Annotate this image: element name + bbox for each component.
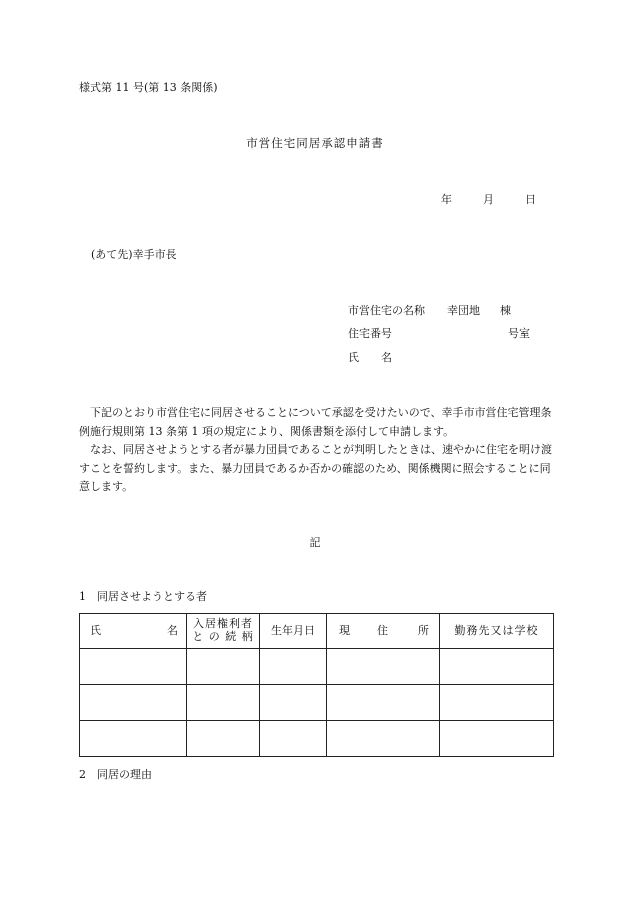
section-1-heading: 1 同居させようとする者 xyxy=(79,590,207,603)
table-row xyxy=(80,721,554,757)
body-paragraph-2: なお、同居させようとする者が暴力団員であることが判明したときは、速やかに住宅を明け渡すことを誓約します。また、暴力団員であるか否かの確認のため、関係機関に照会することに同意します。 xyxy=(79,443,552,493)
application-body xyxy=(79,404,559,497)
building-suffix: 棟 xyxy=(500,304,511,317)
col-name-char-2: 名 xyxy=(167,624,178,637)
unit-number-row xyxy=(348,328,530,339)
cell-relation[interactable] xyxy=(187,649,260,685)
cell-relation[interactable] xyxy=(187,721,260,757)
col-address-char-1: 現 xyxy=(339,624,350,637)
col-header-relation xyxy=(187,614,260,649)
date-month-label: 月 xyxy=(483,193,494,206)
col-header-dob: 生年月日 xyxy=(260,614,327,649)
name-label-1: 氏 xyxy=(348,351,359,364)
housing-name-row xyxy=(348,305,511,316)
cell-dob[interactable] xyxy=(260,721,327,757)
cell-address[interactable] xyxy=(327,649,440,685)
cell-address[interactable] xyxy=(327,721,440,757)
col-header-workplace: 勤務先又は学校 xyxy=(440,614,554,649)
room-suffix: 号室 xyxy=(508,327,530,340)
date-line xyxy=(441,194,536,205)
col-relation-line-2: と の 続 柄 xyxy=(192,630,254,643)
applicant-name-row xyxy=(348,352,392,363)
cell-name[interactable] xyxy=(80,721,187,757)
col-relation-line-1: 入居権利者 xyxy=(193,617,253,631)
housing-name-value: 幸団地 xyxy=(447,304,480,317)
cohabitant-table xyxy=(79,613,554,757)
col-header-address xyxy=(327,614,440,649)
ki-heading: 記 xyxy=(309,536,321,549)
date-year-label: 年 xyxy=(441,193,452,206)
date-day-label: 日 xyxy=(525,193,536,206)
col-name-char-1: 氏 xyxy=(90,624,101,637)
cell-dob[interactable] xyxy=(260,685,327,721)
table-row xyxy=(80,685,554,721)
cell-name[interactable] xyxy=(80,685,187,721)
addressee: (あて先)幸手市長 xyxy=(91,248,177,261)
cell-address[interactable] xyxy=(327,685,440,721)
cell-name[interactable] xyxy=(80,649,187,685)
housing-name-label: 市営住宅の名称 xyxy=(348,304,425,317)
section-2-heading: 2 同居の理由 xyxy=(79,768,152,781)
body-paragraph-1: 下記のとおり市営住宅に同居させることについて承認を受けたいので、幸手市市営住宅管理条例施行規則第 13 条第 1 項の規定により、関係書類を添付して申請します。 xyxy=(79,406,552,438)
table-header-row xyxy=(80,614,554,649)
cell-workplace[interactable] xyxy=(440,649,554,685)
cell-workplace[interactable] xyxy=(440,685,554,721)
unit-number-label: 住宅番号 xyxy=(348,327,392,340)
document-title: 市営住宅同居承認申請書 xyxy=(246,136,384,150)
form-number: 様式第 11 号(第 13 条関係) xyxy=(79,81,218,94)
col-address-char-2: 住 xyxy=(377,624,388,637)
cell-relation[interactable] xyxy=(187,685,260,721)
col-address-char-3: 所 xyxy=(418,624,429,637)
cell-workplace[interactable] xyxy=(440,721,554,757)
col-header-name xyxy=(80,614,187,649)
table-row xyxy=(80,649,554,685)
cell-dob[interactable] xyxy=(260,649,327,685)
name-label-2: 名 xyxy=(381,351,392,364)
